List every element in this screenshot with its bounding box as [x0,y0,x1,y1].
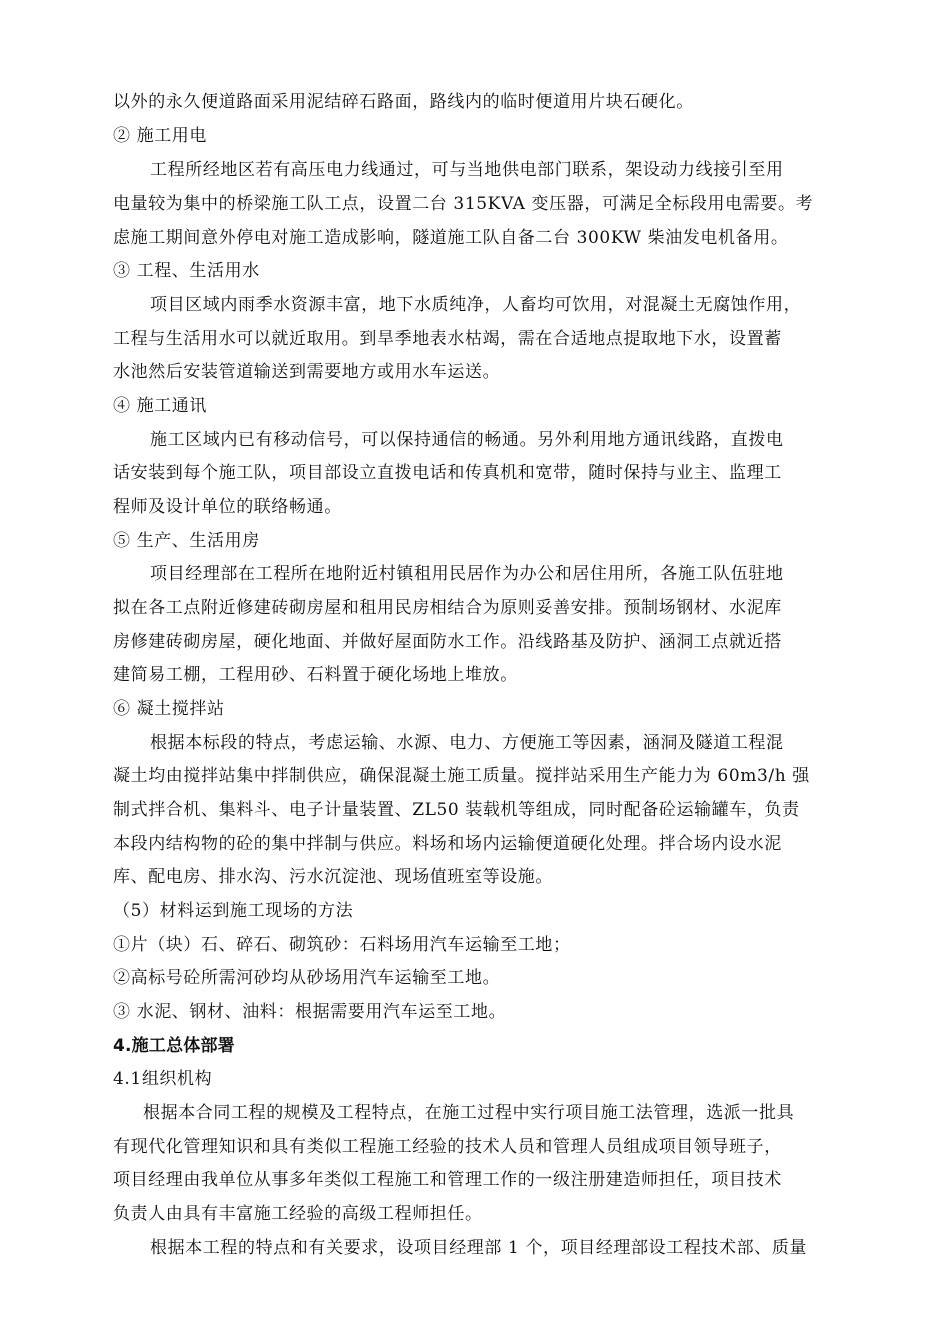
body-text-line: 负责人由具有丰富施工经验的高级工程师担任。 [113,1204,483,1224]
list-item: ②高标号砼所需河砂均从砂场用汽车运输至工地。 [113,968,501,988]
body-text-line: 制式拌合机、集料斗、电子计量装置、ZL50 装载机等组成，同时配备砼运输罐车，负责 [113,800,800,820]
body-text-line: 房修建砖砌房屋，硬化地面、并做好屋面防水工作。沿线路基及防护、涵洞工点就近搭 [113,632,782,652]
body-text-line: 凝土均由搅拌站集中拌制供应，确保混凝土施工质量。搅拌站采用生产能力为 60m3/h 强 [113,766,810,786]
section-heading: 4.施工总体部署 [113,1036,235,1056]
list-item: ①片（块）石、碎石、砌筑砂：石料场用汽车运输至工地； [113,935,571,955]
body-text-line: 根据本工程的特点和有关要求，设项目经理部 1 个，项目经理部设工程技术部、质量 [150,1238,808,1258]
body-text-line: 工程与生活用水可以就近取用。到旱季地表水枯竭，需在合适地点提取地下水，设置蓄 [113,329,782,349]
body-text-line: 根据本合同工程的规模及工程特点，在施工过程中实行项目施工法管理，选派一批具 [143,1103,795,1123]
body-text-line: 根据本标段的特点，考虑运输、水源、电力、方便施工等因素，涵洞及隧道工程混 [150,733,784,753]
body-text-line: 程师及设计单位的联络畅通。 [113,497,342,517]
body-text-line: 项目经理由我单位从事多年类似工程施工和管理工作的一级注册建造师担任，项目技术 [113,1170,782,1190]
item-heading-communication: ④ 施工通讯 [113,396,208,416]
subsection-heading: 4.1组织机构 [113,1069,213,1089]
item-heading-water: ③ 工程、生活用水 [113,261,260,281]
body-text-line: 水池然后安装管道输送到需要地方或用水车运送。 [113,362,501,382]
item-heading-power: ② 施工用电 [113,126,208,146]
item-heading-housing: ⑤ 生产、生活用房 [113,531,260,551]
body-text-line: 项目经理部在工程所在地附近村镇租用民居作为办公和居住用所，各施工队伍驻地 [150,564,784,584]
list-item: ③ 水泥、钢材、油料：根据需要用汽车运至工地。 [113,1002,507,1022]
body-text-line: 库、配电房、排水沟、污水沉淀池、现场值班室等设施。 [113,867,553,887]
body-text-line: 施工区域内已有移动信号，可以保持通信的畅通。另外利用地方通讯线路，直拨电 [150,430,784,450]
body-text-line: 虑施工期间意外停电对施工造成影响，隧道施工队自备二台 300KW 柴油发电机备用。 [113,228,789,248]
body-text-line: 本段内结构物的砼的集中拌制与供应。料场和场内运输便道硬化处理。拌合场内设水泥 [113,834,782,854]
subsection-heading-materials: （5）材料运到施工现场的方法 [113,901,354,921]
body-text-line: 有现代化管理知识和具有类似工程施工经验的技术人员和管理人员组成项目领导班子， [113,1137,782,1157]
body-text-line: 以外的永久便道路面采用泥结碎石路面，路线内的临时便道用片块石硬化。 [113,92,694,112]
item-heading-mixing-station: ⑥ 凝土搅拌站 [113,699,225,719]
body-text-line: 话安装到每个施工队，项目部设立直拨电话和传真机和宽带，随时保持与业主、监理工 [113,463,782,483]
body-text-line: 项目区域内雨季水资源丰富，地下水质纯净，人畜均可饮用，对混凝土无腐蚀作用， [150,295,802,315]
body-text-line: 工程所经地区若有高压电力线通过，可与当地供电部门联系，架设动力线接引至用 [150,160,784,180]
body-text-line: 电量较为集中的桥梁施工队工点，设置二台 315KVA 变压器，可满足全标段用电需要。考 [113,194,814,214]
body-text-line: 拟在各工点附近修建砖砌房屋和租用民房相结合为原则妥善安排。预制场钢材、水泥库 [113,598,782,618]
body-text-line: 建简易工棚，工程用砂、石料置于硬化场地上堆放。 [113,665,518,685]
